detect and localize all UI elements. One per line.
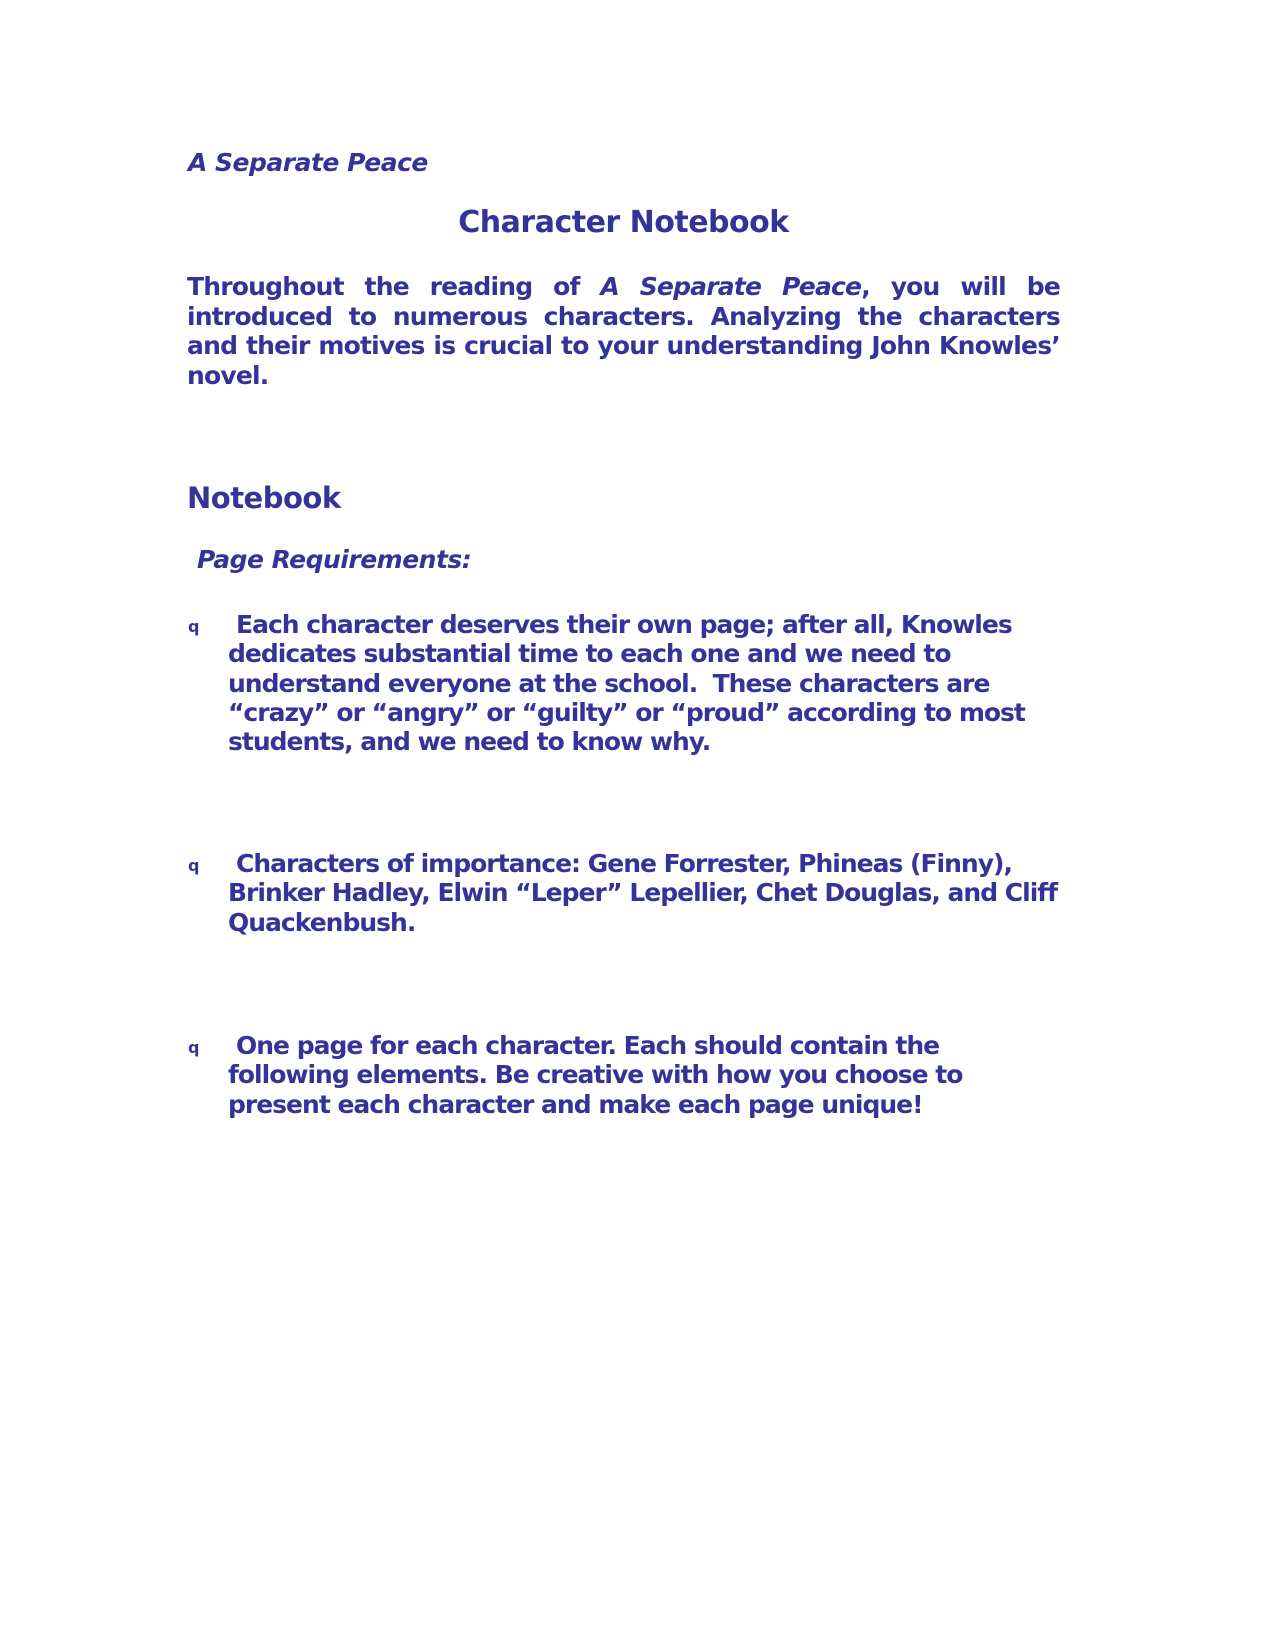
- bullet-marker-icon: q: [188, 856, 200, 875]
- requirement-text: Characters of importance: Gene Forrester, Phineas (Finny), Brinker Hadley, Elwin “Leper” Lepellier, Chet Douglas, and Cliff Quackenbush.: [228, 849, 1065, 937]
- book-title: A Separate Peace: [188, 148, 428, 177]
- page-title: Character Notebook: [458, 205, 789, 240]
- intro-segment-book-title: A Separate Peace: [600, 272, 862, 301]
- subsection-heading-page-requirements: Page Requirements:: [197, 545, 472, 574]
- intro-paragraph: [187, 272, 1060, 390]
- requirement-item-characters-of-importance: [187, 849, 1065, 937]
- requirement-text: One page for each character. Each should contain the following elements. Be creative with how you choose to present each character and make each page unique!: [228, 1031, 971, 1119]
- requirement-text: Each character deserves their own page; after all, Knowles dedicates substantial time to each one and we need to understand everyone at the school. These characters are “crazy” or “angry” or “guilty” or “proud” according to most students, and we need to know why.: [228, 610, 1033, 757]
- requirement-item-own-page: [187, 610, 1065, 756]
- bullet-marker-icon: q: [188, 1038, 200, 1057]
- requirement-item-one-page-each: [187, 1031, 1065, 1119]
- intro-segment-1: Throughout the reading of: [187, 272, 601, 301]
- intro-segment-2: , you will be introduced to numerous characters. Analyzing the characters and their motives is crucial to your understanding John Knowles’ novel.: [187, 272, 1060, 390]
- bullet-marker-icon: q: [188, 617, 200, 636]
- section-heading-notebook: Notebook: [187, 481, 341, 515]
